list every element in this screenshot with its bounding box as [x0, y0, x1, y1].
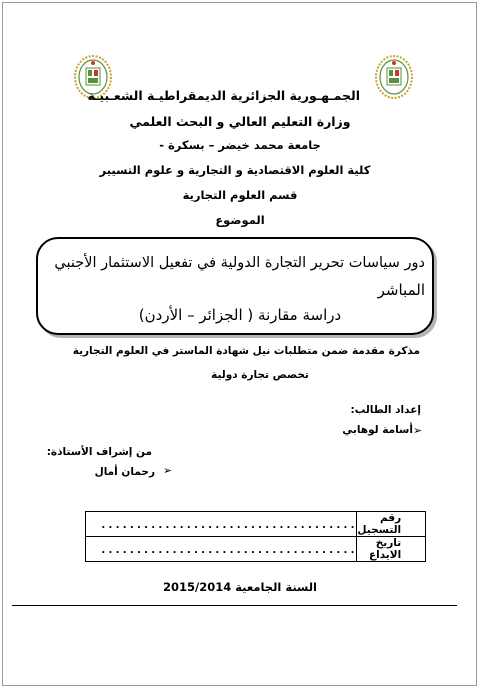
- faculty-heading: كلية العلوم الاقتصادية و التجارية و علوم التسيير: [99, 163, 371, 177]
- table-row: [86, 512, 426, 537]
- table-row: [86, 537, 426, 562]
- registration-table: [85, 511, 426, 562]
- memo-description: مذكرة مقدمة ضمن متطلبات نيل شهادة الماستر في العلوم التجارية: [72, 345, 420, 357]
- deposit-date-value: ....................................: [86, 537, 357, 562]
- academic-year: السنة الجامعية 2015/2014: [162, 580, 317, 594]
- university-logo-right: [374, 54, 414, 100]
- prepared-by-label: إعداد الطالب:: [350, 404, 421, 416]
- thesis-title-line-1: دور سياسات تحرير التجارة الدولية في تفعيل الاستثمار الأجنبي: [54, 255, 425, 271]
- thesis-subtitle: دراسة مقارنة ( الجزائر – الأردن): [138, 306, 342, 324]
- registration-number-value: ....................................: [86, 512, 357, 537]
- thesis-title-line-2: المباشر: [377, 281, 425, 299]
- supervisor-label: من إشراف الأستاذة:: [46, 446, 152, 458]
- specialty: تخصص تجارة دولية: [211, 369, 309, 381]
- republic-heading: الجمـهـورية الجزائرية الديمقراطيـة الشعـبيـة: [87, 88, 360, 103]
- bottom-divider: [12, 605, 457, 606]
- arrow-bullet-icon: ➢: [413, 424, 423, 437]
- department-heading: قسم العلوم التجارية: [182, 188, 298, 202]
- supervisor-name: رحمان أمال: [94, 466, 155, 478]
- registration-number-label: رقم التسجيل: [357, 512, 426, 537]
- student-name: أسامة لوهابي: [342, 424, 413, 436]
- deposit-date-label: تاريخ الايداع: [357, 537, 426, 562]
- subject-label: الموضوع: [215, 213, 265, 227]
- university-heading: جامعة محمد خيضر – بسكرة -: [159, 138, 321, 152]
- arrow-bullet-icon: ➢: [163, 464, 173, 477]
- ministry-heading: وزارة التعليم العالي و البحث العلمي: [129, 114, 351, 129]
